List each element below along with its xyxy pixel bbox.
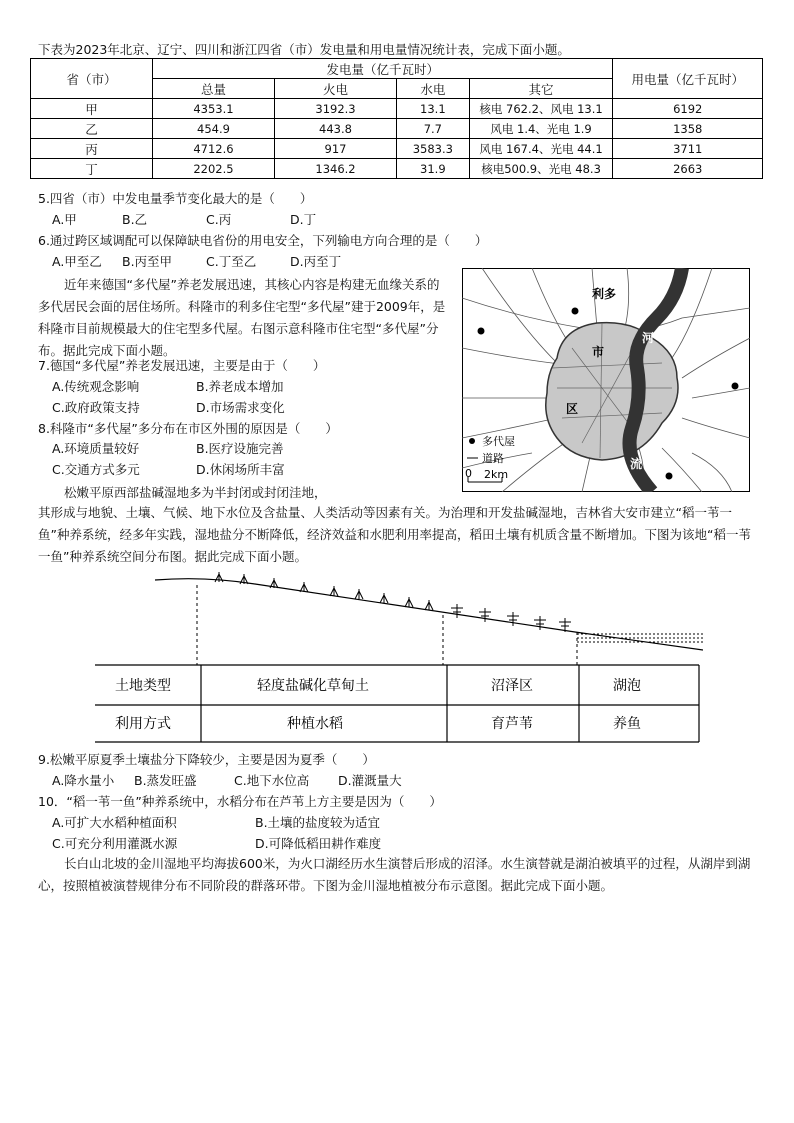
q9-option-a[interactable]: A.降水量小 xyxy=(52,773,115,788)
rice-reed-fish-diagram xyxy=(95,570,703,745)
intro-text: 下表为2023年北京、辽宁、四川和浙江四省（市）发电量和用电量情况统计表，完成下面小题。 xyxy=(38,42,570,57)
cell-hydro: 31.9 xyxy=(397,159,470,179)
cell-total: 454.9 xyxy=(152,119,274,139)
map-label-liu: 流 xyxy=(630,457,643,471)
cologne-map xyxy=(462,268,750,492)
cell-thermal: 3192.3 xyxy=(275,99,397,119)
q8-option-a[interactable]: A.环境质量较好 xyxy=(52,441,140,456)
scale-zero: 0 xyxy=(465,467,472,480)
cell-thermal: 1346.2 xyxy=(275,159,397,179)
q6-option-d[interactable]: D.丙至丁 xyxy=(290,254,342,269)
cell-total: 4353.1 xyxy=(152,99,274,119)
row-label-usage: 利用方式 xyxy=(115,716,171,732)
q8-option-c[interactable]: C.交通方式多元 xyxy=(52,462,140,477)
q9-stem: 9.松嫩平原夏季土壤盐分下降较少，主要是因为夏季（ ） xyxy=(38,752,375,767)
table-row xyxy=(31,139,763,159)
scale-length: 2km xyxy=(484,468,509,481)
electricity-table xyxy=(30,58,763,179)
multigen-house-marker xyxy=(732,383,739,390)
q5-option-a[interactable]: A.甲 xyxy=(52,212,77,227)
q6-option-b[interactable]: B.丙至甲 xyxy=(122,254,173,269)
passage-wetland-rest: 其形成与地貌、土壤、气候、地下水位及含盐量、人类活动等因素有关。为治理和开发盐碱湿地，吉林省大安市建立“稻一苇一鱼”种养系统，经多年实践，湿地盐分不断降低，经济效益和水肥利用率提高，稻田土壤有机质含量不断增加。下图为该地“稻一苇一鱼”种养系统空间分布图。据此完成下面小题。 xyxy=(38,505,751,564)
cell-other: 核电500.9、光电 48.3 xyxy=(469,159,613,179)
q7-option-a[interactable]: A.传统观念影响 xyxy=(52,379,140,394)
cell-name: 丁 xyxy=(31,159,153,179)
q7-stem: 7.德国“多代屋”养老发展迅速，主要是由于（ ） xyxy=(38,358,326,373)
q5-stem: 5.四省（市）中发电量季节变化最大的是（ ） xyxy=(38,191,313,206)
cell-thermal: 917 xyxy=(275,139,397,159)
usage-fish: 养鱼 xyxy=(613,716,641,732)
map-label-qu: 区 xyxy=(566,402,579,416)
header-province: 省（市） xyxy=(31,59,153,99)
row-label-landtype: 土地类型 xyxy=(115,678,171,694)
legend-dot-icon xyxy=(469,438,475,444)
cell-hydro: 3583.3 xyxy=(397,139,470,159)
header-generation: 发电量（亿千瓦时） xyxy=(152,59,612,79)
q7-option-b[interactable]: B.养老成本增加 xyxy=(196,379,284,394)
cell-use: 6192 xyxy=(613,99,763,119)
landtype-lake: 湖泡 xyxy=(613,678,641,694)
q8-stem: 8.科隆市“多代屋”多分布在市区外围的原因是（ ） xyxy=(38,421,338,436)
usage-rice: 种植水稻 xyxy=(287,716,343,732)
q10-option-b[interactable]: B.土壤的盐度较为适宜 xyxy=(255,815,381,830)
reed-plant-icons xyxy=(451,604,571,632)
q5-option-c[interactable]: C.丙 xyxy=(206,212,232,227)
passage-wetland-first: 松嫩平原西部盐碱湿地多为半封闭或封闭洼地， xyxy=(64,485,327,500)
multigen-house-marker xyxy=(572,308,579,315)
q7-option-c[interactable]: C.政府政策支持 xyxy=(52,400,140,415)
q6-option-a[interactable]: A.甲至乙 xyxy=(52,254,102,269)
q10-stem: 10．“稻一苇一鱼”种养系统中，水稻分布在芦苇上方主要是因为（ ） xyxy=(38,794,442,809)
header-consumption: 用电量（亿千瓦时） xyxy=(613,59,763,99)
q10-option-c[interactable]: C.可充分利用灌溉水源 xyxy=(52,836,178,851)
header-other: 其它 xyxy=(469,79,613,99)
header-hydro: 水电 xyxy=(397,79,470,99)
legend-house-label: 多代屋 xyxy=(482,435,515,448)
cell-hydro: 13.1 xyxy=(397,99,470,119)
cell-other: 核电 762.2、风电 13.1 xyxy=(469,99,613,119)
cell-other: 风电 167.4、光电 44.1 xyxy=(469,139,613,159)
table-row xyxy=(31,159,763,179)
cell-hydro: 7.7 xyxy=(397,119,470,139)
cell-name: 乙 xyxy=(31,119,153,139)
table-row xyxy=(31,99,763,119)
q10-option-d[interactable]: D.可降低稻田耕作难度 xyxy=(255,836,382,851)
landtype-meadow: 轻度盐碱化草甸土 xyxy=(257,678,369,694)
map-label-lido: 利多 xyxy=(592,287,617,301)
q6-stem: 6.通过跨区域调配可以保障缺电省份的用电安全，下列输电方向合理的是（ ） xyxy=(38,233,488,248)
cell-name: 甲 xyxy=(31,99,153,119)
q9-option-b[interactable]: B.蒸发旺盛 xyxy=(134,773,197,788)
cell-thermal: 443.8 xyxy=(275,119,397,139)
rice-plant-icons xyxy=(215,572,433,610)
q5-option-b[interactable]: B.乙 xyxy=(122,212,148,227)
q9-option-c[interactable]: C.地下水位高 xyxy=(234,773,310,788)
cell-use: 2663 xyxy=(613,159,763,179)
q7-option-d[interactable]: D.市场需求变化 xyxy=(196,400,285,415)
multigen-house-marker xyxy=(666,473,673,480)
cell-use: 3711 xyxy=(613,139,763,159)
q5-option-d[interactable]: D.丁 xyxy=(290,212,317,227)
q8-option-d[interactable]: D.休闲场所丰富 xyxy=(196,462,285,477)
q10-option-a[interactable]: A.可扩大水稻种植面积 xyxy=(52,815,177,830)
terrain-profile xyxy=(155,579,703,650)
cell-total: 4712.6 xyxy=(152,139,274,159)
q6-option-c[interactable]: C.丁至乙 xyxy=(206,254,257,269)
cell-name: 丙 xyxy=(31,139,153,159)
usage-reed: 育芦苇 xyxy=(491,716,533,732)
cell-total: 2202.5 xyxy=(152,159,274,179)
header-thermal: 火电 xyxy=(275,79,397,99)
multigen-house-marker xyxy=(478,328,485,335)
q8-option-b[interactable]: B.医疗设施完善 xyxy=(196,441,284,456)
header-total: 总量 xyxy=(152,79,274,99)
map-label-he: 河 xyxy=(642,331,655,345)
table-row xyxy=(31,119,763,139)
passage-jinchuan: 长白山北坡的金川湿地平均海拔600米，为火口湖经历水生演替后形成的沼泽。水生演替就是湖泊被填平的过程，从湖岸到湖心，按照植被演替规律分布不同阶段的群落环带。下图为金川湿地植被分布示意图。据此完成下面小题。 xyxy=(38,856,751,893)
legend-road-label: 道路 xyxy=(482,452,504,465)
passage-multigen: 近年来德国“多代屋”养老发展迅速，其核心内容是构建无血缘关系的多代居民会面的居住场所。科隆市的利多住宅型“多代屋”建于2009年，是科隆市目前规模最大的住宅型多代屋。右图示意科隆市住宅型“多代屋”分布。据此完成下面小题。 xyxy=(38,277,446,358)
cell-other: 风电 1.4、光电 1.9 xyxy=(469,119,613,139)
map-label-shi: 市 xyxy=(592,345,605,359)
cell-use: 1358 xyxy=(613,119,763,139)
landtype-marsh: 沼泽区 xyxy=(491,678,533,694)
q9-option-d[interactable]: D.灌溉量大 xyxy=(338,773,402,788)
